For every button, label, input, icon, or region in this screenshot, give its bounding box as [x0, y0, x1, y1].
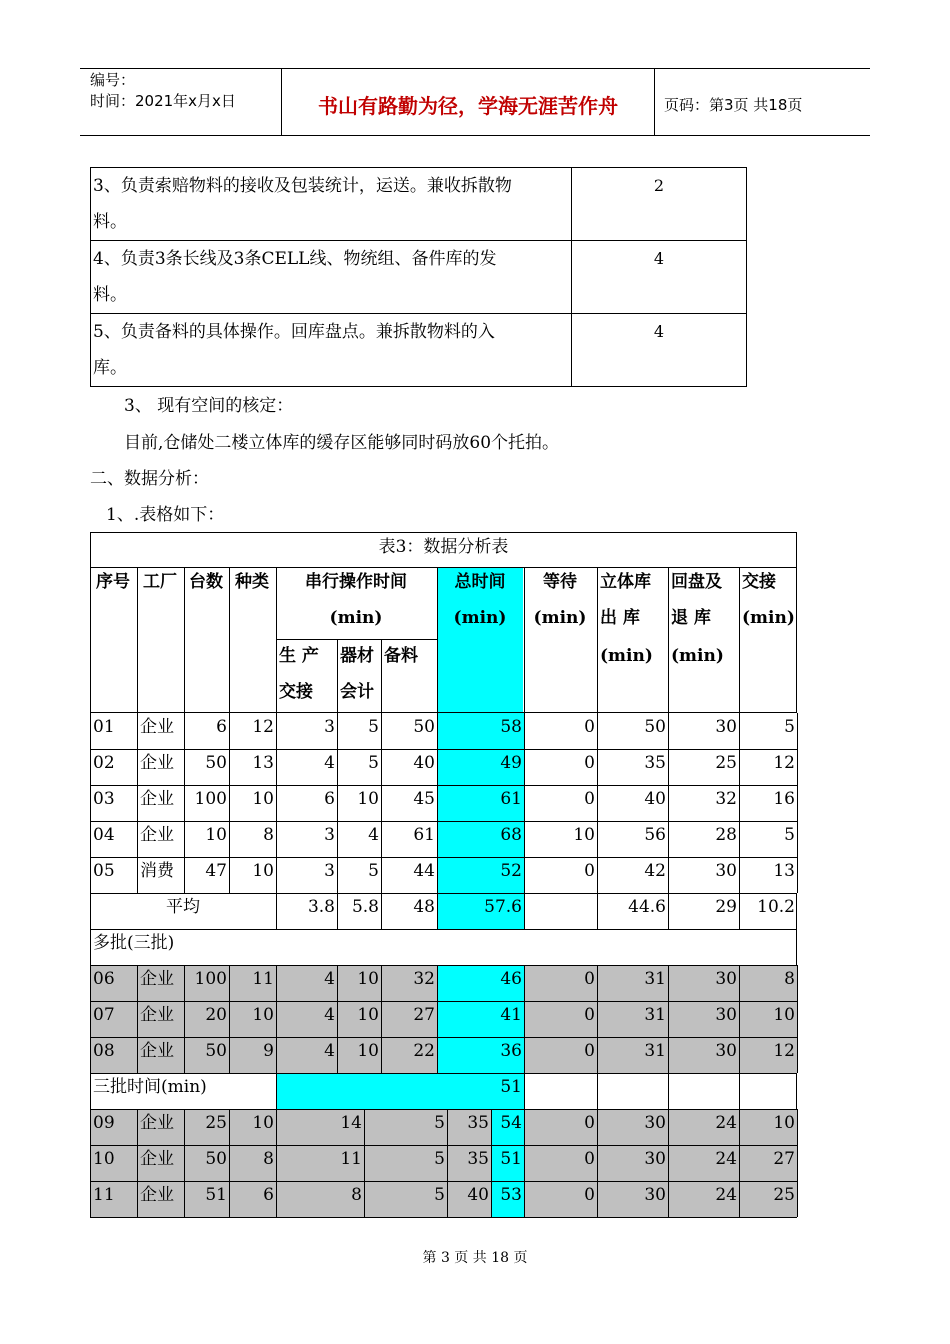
- cell-kinds: 10: [252, 861, 274, 881]
- cell-equip: 10: [357, 789, 379, 809]
- cell-kinds: 12: [252, 717, 274, 737]
- cell-factory: 企业: [140, 1149, 174, 1169]
- cell-equip: 10: [357, 1041, 379, 1061]
- header-page-info: 页码：第3页 共18页: [664, 96, 803, 114]
- cell-prod: 14: [340, 1113, 362, 1133]
- cell-hand: 12: [773, 753, 795, 773]
- header-kinds: 种类: [235, 572, 269, 592]
- cell-seq: 10: [93, 1149, 115, 1169]
- cell-prep: 61: [413, 825, 435, 845]
- cell-hand: 12: [773, 1041, 795, 1061]
- cell-prep: 40: [413, 753, 435, 773]
- cell-hand: 13: [773, 861, 795, 881]
- cell-ret: 24: [715, 1185, 737, 1205]
- cell-stereo: 30: [644, 1113, 666, 1133]
- header-seq: 序号: [96, 572, 130, 592]
- cell-seq: 04: [93, 825, 115, 845]
- duty-count: 2: [572, 168, 747, 241]
- cell-kinds: 8: [263, 1149, 274, 1169]
- cell-total: 41: [500, 1005, 522, 1025]
- header-handover: 交接: [742, 572, 776, 592]
- cell-wait: 0: [584, 861, 595, 881]
- cell-factory: 企业: [140, 789, 174, 809]
- cell-ret: 24: [715, 1113, 737, 1133]
- cell-factory: 企业: [140, 753, 174, 773]
- cell-equip: 5: [434, 1149, 445, 1169]
- cell-prod: 4: [324, 1005, 335, 1025]
- cell-factory: 企业: [140, 825, 174, 845]
- cell-stereo: 31: [644, 1005, 666, 1025]
- cell-prep: 44: [413, 861, 435, 881]
- cell-kinds: 10: [252, 1113, 274, 1133]
- cell-total: 53: [500, 1185, 522, 1205]
- cell-prod: 6: [324, 789, 335, 809]
- cell-prod: 4: [324, 1041, 335, 1061]
- cell-total: 46: [500, 969, 522, 989]
- duty-row: [91, 314, 747, 387]
- serial-label: 编号：: [90, 71, 136, 89]
- cell-factory: 企业: [140, 717, 174, 737]
- cell-ret: 30: [715, 1005, 737, 1025]
- cell-prep: 40: [467, 1185, 489, 1205]
- cell-factory: 企业: [140, 1113, 174, 1133]
- cell-wait: 0: [584, 1113, 595, 1133]
- cell-prod: 3: [324, 861, 335, 881]
- header-prod-handover-2: 交接: [279, 682, 313, 702]
- cell-wait: 0: [584, 789, 595, 809]
- average-handover: 10.2: [757, 897, 795, 917]
- header-units: 台数: [189, 572, 223, 592]
- cell-ret: 30: [715, 861, 737, 881]
- cell-stereo: 56: [644, 825, 666, 845]
- cell-stereo: 30: [644, 1149, 666, 1169]
- header-stereo-unit: (min): [600, 646, 653, 666]
- cell-equip: 4: [368, 825, 379, 845]
- cell-hand: 5: [784, 717, 795, 737]
- cell-ret: 25: [715, 753, 737, 773]
- cell-wait: 0: [584, 1041, 595, 1061]
- cell-hand: 27: [773, 1149, 795, 1169]
- cell-kinds: 10: [252, 1005, 274, 1025]
- cell-hand: 8: [784, 969, 795, 989]
- cell-equip: 5: [434, 1113, 445, 1133]
- header-prod-handover: 生 产: [279, 646, 319, 666]
- cell-stereo: 35: [644, 753, 666, 773]
- duty-description: 5、负责备料的具体操作。回库盘点。兼拆散物料的入 库。: [91, 314, 572, 387]
- cell-prod: 3: [324, 825, 335, 845]
- cell-units: 100: [194, 789, 227, 809]
- cell-units: 50: [205, 1149, 227, 1169]
- cell-prod: 8: [351, 1185, 362, 1205]
- cell-hand: 25: [773, 1185, 795, 1205]
- cell-stereo: 42: [644, 861, 666, 881]
- cell-prod: 4: [324, 753, 335, 773]
- cell-wait: 0: [584, 1185, 595, 1205]
- header-return-unit: (min): [671, 646, 724, 666]
- cell-units: 10: [205, 825, 227, 845]
- table-caption: 表3：数据分析表: [378, 537, 509, 557]
- cell-prod: 11: [340, 1149, 362, 1169]
- header-stereo: 立体库: [600, 572, 651, 592]
- cell-equip: 10: [357, 969, 379, 989]
- cell-total: 68: [500, 825, 522, 845]
- cell-equip: 5: [434, 1185, 445, 1205]
- cell-hand: 10: [773, 1005, 795, 1025]
- cell-total: 58: [500, 717, 522, 737]
- cell-wait: 0: [584, 1005, 595, 1025]
- cell-prep: 35: [467, 1113, 489, 1133]
- cell-units: 51: [205, 1185, 227, 1205]
- average-prep: 48: [413, 897, 435, 917]
- cell-total: 61: [500, 789, 522, 809]
- cell-wait: 0: [584, 969, 595, 989]
- duty-table: [90, 167, 747, 387]
- header-factory: 工厂: [143, 572, 177, 592]
- header-motto: 书山有路勤为径，学海无涯苦作舟: [318, 94, 618, 118]
- cell-stereo: 40: [644, 789, 666, 809]
- header-return-2: 退 库: [671, 608, 711, 628]
- cell-equip: 5: [368, 717, 379, 737]
- cell-prod: 4: [324, 969, 335, 989]
- duty-count: 4: [572, 314, 747, 387]
- cell-seq: 07: [93, 1005, 115, 1025]
- cell-ret: 32: [715, 789, 737, 809]
- header-equip-acct: 器材: [340, 646, 374, 666]
- data-analysis-table: [90, 532, 797, 1217]
- cell-wait: 0: [584, 753, 595, 773]
- cell-wait: 0: [584, 717, 595, 737]
- header-meta: [90, 70, 236, 112]
- cell-kinds: 13: [252, 753, 274, 773]
- cell-kinds: 9: [263, 1041, 274, 1061]
- header-equip-acct-2: 会计: [340, 682, 374, 702]
- header-prep: 备料: [384, 646, 418, 666]
- cell-prep: 50: [413, 717, 435, 737]
- three-batch-total: 51: [500, 1077, 522, 1097]
- cell-seq: 06: [93, 969, 115, 989]
- cell-seq: 05: [93, 861, 115, 881]
- cell-hand: 5: [784, 825, 795, 845]
- cell-units: 100: [194, 969, 227, 989]
- multi-batch-label: 多批(三批): [93, 933, 175, 953]
- header-return: 回盘及: [671, 572, 722, 592]
- cell-prep: 22: [413, 1041, 435, 1061]
- duty-row: [91, 168, 747, 241]
- cell-kinds: 11: [252, 969, 274, 989]
- header-total: 总时间: [454, 572, 506, 592]
- cell-stereo: 30: [644, 1185, 666, 1205]
- cell-factory: 消费: [140, 861, 174, 881]
- average-equip: 5.8: [351, 897, 379, 917]
- time-line: 时间：2021年x月x日: [90, 92, 236, 110]
- duty-count: 4: [572, 241, 747, 314]
- cell-ret: 30: [715, 1041, 737, 1061]
- cell-units: 25: [205, 1113, 227, 1133]
- cell-kinds: 6: [263, 1185, 274, 1205]
- header-wait-unit: (min): [533, 608, 587, 628]
- cell-wait: 10: [573, 825, 595, 845]
- cell-factory: 企业: [140, 969, 174, 989]
- duty-row: [91, 241, 747, 314]
- cell-units: 50: [205, 1041, 227, 1061]
- cell-total: 51: [500, 1149, 522, 1169]
- cell-kinds: 10: [252, 789, 274, 809]
- cell-prep: 45: [413, 789, 435, 809]
- average-label: 平均: [166, 897, 200, 917]
- cell-prod: 3: [324, 717, 335, 737]
- cell-seq: 01: [93, 717, 115, 737]
- page-footer: 第 3 页 共 18 页: [422, 1250, 528, 1266]
- cell-prep: 27: [413, 1005, 435, 1025]
- cell-factory: 企业: [140, 1185, 174, 1205]
- cell-equip: 5: [368, 753, 379, 773]
- cell-seq: 08: [93, 1041, 115, 1061]
- cell-units: 20: [205, 1005, 227, 1025]
- cell-units: 47: [205, 861, 227, 881]
- average-prod: 3.8: [307, 897, 335, 917]
- cell-stereo: 31: [644, 1041, 666, 1061]
- cell-seq: 03: [93, 789, 115, 809]
- average-total: 57.6: [484, 897, 522, 917]
- cell-total: 54: [500, 1113, 522, 1133]
- cell-equip: 10: [357, 1005, 379, 1025]
- cell-ret: 30: [715, 969, 737, 989]
- cell-seq: 11: [93, 1185, 115, 1205]
- cell-ret: 24: [715, 1149, 737, 1169]
- cell-wait: 0: [584, 1149, 595, 1169]
- cell-factory: 企业: [140, 1041, 174, 1061]
- cell-seq: 02: [93, 753, 115, 773]
- cell-kinds: 8: [263, 825, 274, 845]
- cell-stereo: 50: [644, 717, 666, 737]
- cell-prep: 32: [413, 969, 435, 989]
- section-heading-analysis: 二、数据分析：: [90, 469, 209, 489]
- cell-factory: 企业: [140, 1005, 174, 1025]
- average-stereo: 44.6: [628, 897, 666, 917]
- cell-units: 6: [216, 717, 227, 737]
- header-stereo-2: 出 库: [600, 608, 640, 628]
- paragraph-capacity: 目前,仓储处二楼立体库的缓存区能够同时码放60个托拍。: [124, 433, 560, 453]
- header-handover-unit: (min): [742, 608, 795, 628]
- cell-hand: 10: [773, 1113, 795, 1133]
- cell-units: 50: [205, 753, 227, 773]
- duty-description: 4、负责3条长线及3条CELL线、物统组、备件库的发 料。: [91, 241, 572, 314]
- paragraph-table-intro: 1、.表格如下：: [106, 505, 225, 525]
- header-serial-op-unit: (min): [329, 608, 383, 628]
- cell-prep: 35: [467, 1149, 489, 1169]
- duty-description: 3、负责索赔物料的接收及包装统计，运送。兼收拆散物 料。: [91, 168, 572, 241]
- three-batch-label: 三批时间(min): [93, 1077, 207, 1097]
- cell-total: 49: [500, 753, 522, 773]
- cell-total: 52: [500, 861, 522, 881]
- cell-equip: 5: [368, 861, 379, 881]
- header-total-unit: (min): [453, 608, 507, 628]
- header-serial-op: 串行操作时间: [305, 572, 407, 592]
- header-wait: 等待: [543, 572, 577, 592]
- paragraph-space-check: 3、 现有空间的核定：: [124, 396, 294, 416]
- cell-ret: 28: [715, 825, 737, 845]
- average-return: 29: [715, 897, 737, 917]
- cell-total: 36: [500, 1041, 522, 1061]
- cell-hand: 16: [773, 789, 795, 809]
- cell-ret: 30: [715, 717, 737, 737]
- cell-stereo: 31: [644, 969, 666, 989]
- cell-seq: 09: [93, 1113, 115, 1133]
